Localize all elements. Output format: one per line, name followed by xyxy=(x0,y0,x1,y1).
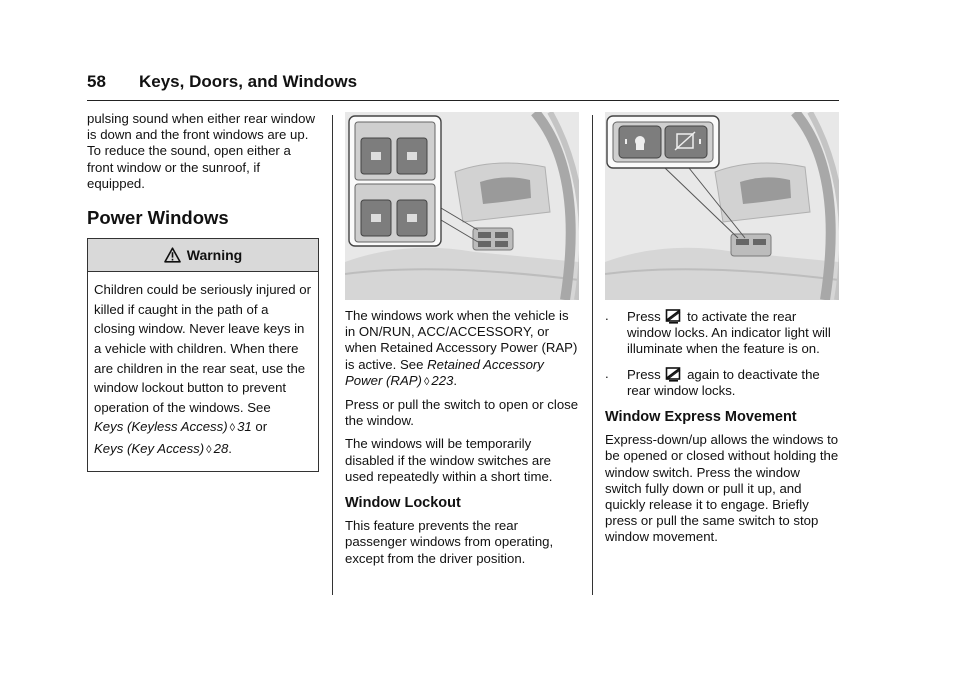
xref-arrow: ◊ xyxy=(229,422,236,435)
xref-rap[interactable]: Retained Accessory Power (RAP) xyxy=(345,356,544,388)
column-divider xyxy=(332,115,333,595)
window-lockout-icon xyxy=(665,366,682,383)
warning-title: Warning xyxy=(186,247,243,264)
xref-key-access[interactable]: Keys (Key Access) xyxy=(94,440,205,456)
paragraph-text: The windows work when the vehicle is in ON/RUN, ACC/ACCESSORY, or when Retained Accessory Power (RAP) is active. See xyxy=(345,308,578,372)
warning-text: Children could be seriously injured or killed if caught in the path of a closing window. Never leave keys in a vehicle with children. When there are children in the rear seat, use the window lockout button to prevent operation of the windows. See xyxy=(94,282,311,415)
power-windows-heading: Power Windows xyxy=(87,207,229,229)
bullet-activate xyxy=(605,308,839,358)
xref-page[interactable]: 31 xyxy=(237,419,252,435)
column-3 xyxy=(605,112,839,546)
paragraph-power-modes xyxy=(345,308,579,390)
paragraph-disabled: The windows will be temporarily disabled if the window switches are used repeatedly within a short time. xyxy=(345,436,553,484)
column-1 xyxy=(87,111,319,472)
bullet-mark: . xyxy=(605,308,609,323)
express-movement-heading: Window Express Movement xyxy=(605,409,797,426)
paragraph-lockout: This feature prevents the rear passenger windows from operating, except from the driver position. xyxy=(345,518,554,566)
bullet-text: Press xyxy=(627,309,661,324)
section-title: Keys, Doors, and Windows xyxy=(139,72,358,91)
paragraph-express: Express-down/up allows the windows to be opened or closed without holding the window switch. Press the window switch fully down or pull it up, and quickly release it to engage. Briefly press or pull the same switch to stop window movement. xyxy=(605,432,839,545)
xref-arrow: ◊ xyxy=(206,443,212,456)
lockout-button-illustration xyxy=(605,112,839,300)
warning-body xyxy=(88,272,318,470)
warning-header xyxy=(88,239,318,272)
warning-triangle-icon xyxy=(164,247,181,263)
xref-arrow: ◊ xyxy=(423,375,430,388)
paragraph-press-pull: Press or pull the switch to open or close the window. xyxy=(345,397,579,429)
bullet-deactivate xyxy=(605,366,839,399)
page-number: 58 xyxy=(87,72,106,91)
window-lockout-heading: Window Lockout xyxy=(345,495,461,512)
warning-box xyxy=(87,238,319,471)
window-switch-illustration xyxy=(345,112,579,300)
column-divider xyxy=(592,115,593,595)
column-2 xyxy=(345,112,579,567)
xref-page[interactable]: 28 xyxy=(213,440,229,456)
bullet-text: again to deactivate the rear window locks. xyxy=(627,366,820,398)
page-header xyxy=(87,72,839,101)
or-text: or xyxy=(255,419,268,435)
bullet-text: to activate the rear window locks. An indicator light will illuminate when the feature is on. xyxy=(627,309,831,357)
period: . xyxy=(453,372,458,388)
window-lockout-icon xyxy=(665,308,682,325)
xref-page[interactable]: 223 xyxy=(431,372,454,388)
period: . xyxy=(228,440,232,456)
xref-keyless-access[interactable]: Keys (Keyless Access) xyxy=(94,419,228,435)
bullet-mark: . xyxy=(605,365,609,381)
intro-paragraph: pulsing sound when either rear window is down and the front windows are up. To reduce the sound, open either a front window or the sunroof, if equipped. xyxy=(87,111,315,191)
bullet-text: Press xyxy=(627,366,661,382)
